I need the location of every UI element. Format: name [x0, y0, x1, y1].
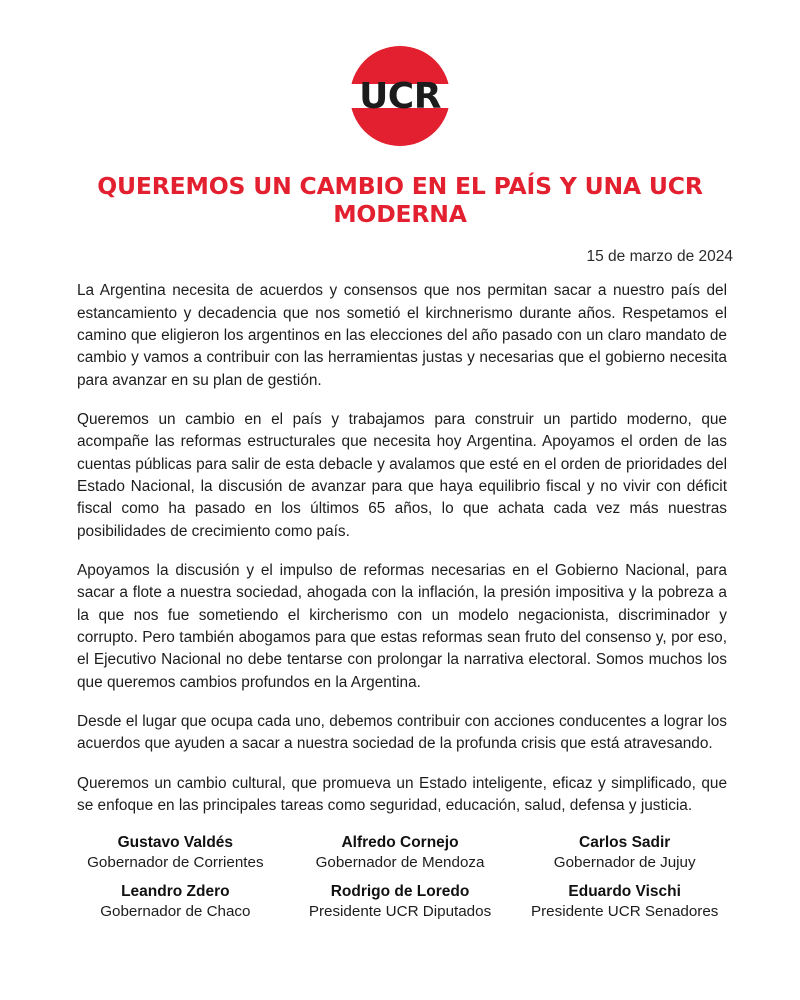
signatory-role: Presidente UCR Diputados: [308, 903, 492, 921]
document-body: [55, 280, 745, 817]
paragraph: Apoyamos la discusión y el impulso de reformas necesarias en el Gobierno Nacional, para sacar a flote a nuestra sociedad, ahogada con la inflación, la presión impositiva y la pobreza a la que nos fue sometiendo el kircherismo con un modelo negacionista, discriminador y corrupto. Pero también abogamos para que estas reformas sean fruto del consenso y, por eso, el Ejecutivo Nacional no debe tentarse con prolongar la narrativa electoral. Somos muchos los que queremos cambios profundos en la Argentina.: [77, 561, 727, 691]
paragraph: Queremos un cambio en el país y trabajamos para construir un partido moderno, que acompañe las reformas estructurales que necesita hoy Argentina. Apoyamos el orden de las cuentas públicas para salir de esta debacle y avalamos que esté en el orden de prioridades del Estado Nacional, la discusión de avanzar para que haya equilibrio fiscal y no vivir con déficit fiscal como ha pasado en los últimos 65 años, lo que achata cada vez más nuestras posibilidades de crecimiento como país.: [77, 411, 727, 540]
ucr-logo-icon: [350, 46, 450, 146]
signatory: [63, 883, 288, 920]
document-date: 15 de marzo de 2024: [586, 248, 733, 266]
signatory-role: Gobernador de Mendoza: [315, 854, 485, 872]
paragraph: Desde el lugar que ocupa cada uno, debemos contribuir con acciones conducentes a lograr los acuerdos que ayuden a sacar a nuestra sociedad de la profunda crisis que está atravesando.: [77, 712, 727, 753]
signatory: [512, 834, 737, 871]
signatory-name: Leandro Zdero: [121, 883, 230, 901]
page-title: QUEREMOS UN CAMBIO EN EL PAÍS Y UNA UCR MODERNA: [97, 172, 703, 229]
signatory-name: Carlos Sadir: [579, 834, 671, 852]
signatory-role: Gobernador de Corrientes: [87, 854, 264, 872]
signature-row: [63, 834, 737, 871]
signatory-name: Eduardo Vischi: [568, 883, 681, 901]
signatory-role: Gobernador de Chaco: [100, 903, 251, 921]
logo-container: [55, 46, 745, 146]
signatory-role: Presidente UCR Senadores: [530, 903, 719, 921]
signatory-name: Rodrigo de Loredo: [330, 883, 470, 901]
signatory-name: Alfredo Cornejo: [341, 834, 459, 852]
paragraph: La Argentina necesita de acuerdos y consensos que nos permitan sacar a nuestro país del estancamiento y decadencia que nos sometió el kirchnerismo durante años. Respetamos el camino que eligieron los argentinos en las elecciones del año pasado con un claro mandato de cambio y vamos a contribuir con las herramientas justas y necesarias que el gobierno necesita para avanzar en su plan de gestión.: [77, 282, 727, 389]
signatory: [288, 834, 513, 871]
signatory-name: Gustavo Valdés: [117, 834, 234, 852]
paragraph: Queremos un cambio cultural, que promueva un Estado inteligente, eficaz y simplificado, que se enfoque en las principales tareas como seguridad, educación, salud, defensa y justicia.: [77, 774, 727, 814]
signatory: [288, 883, 513, 920]
logo-text: UCR: [359, 75, 441, 117]
signatures-block: [55, 834, 745, 920]
signatory: [63, 834, 288, 871]
signatory: [512, 883, 737, 920]
signature-row: [63, 883, 737, 920]
signatory-role: Gobernador de Jujuy: [553, 854, 696, 872]
